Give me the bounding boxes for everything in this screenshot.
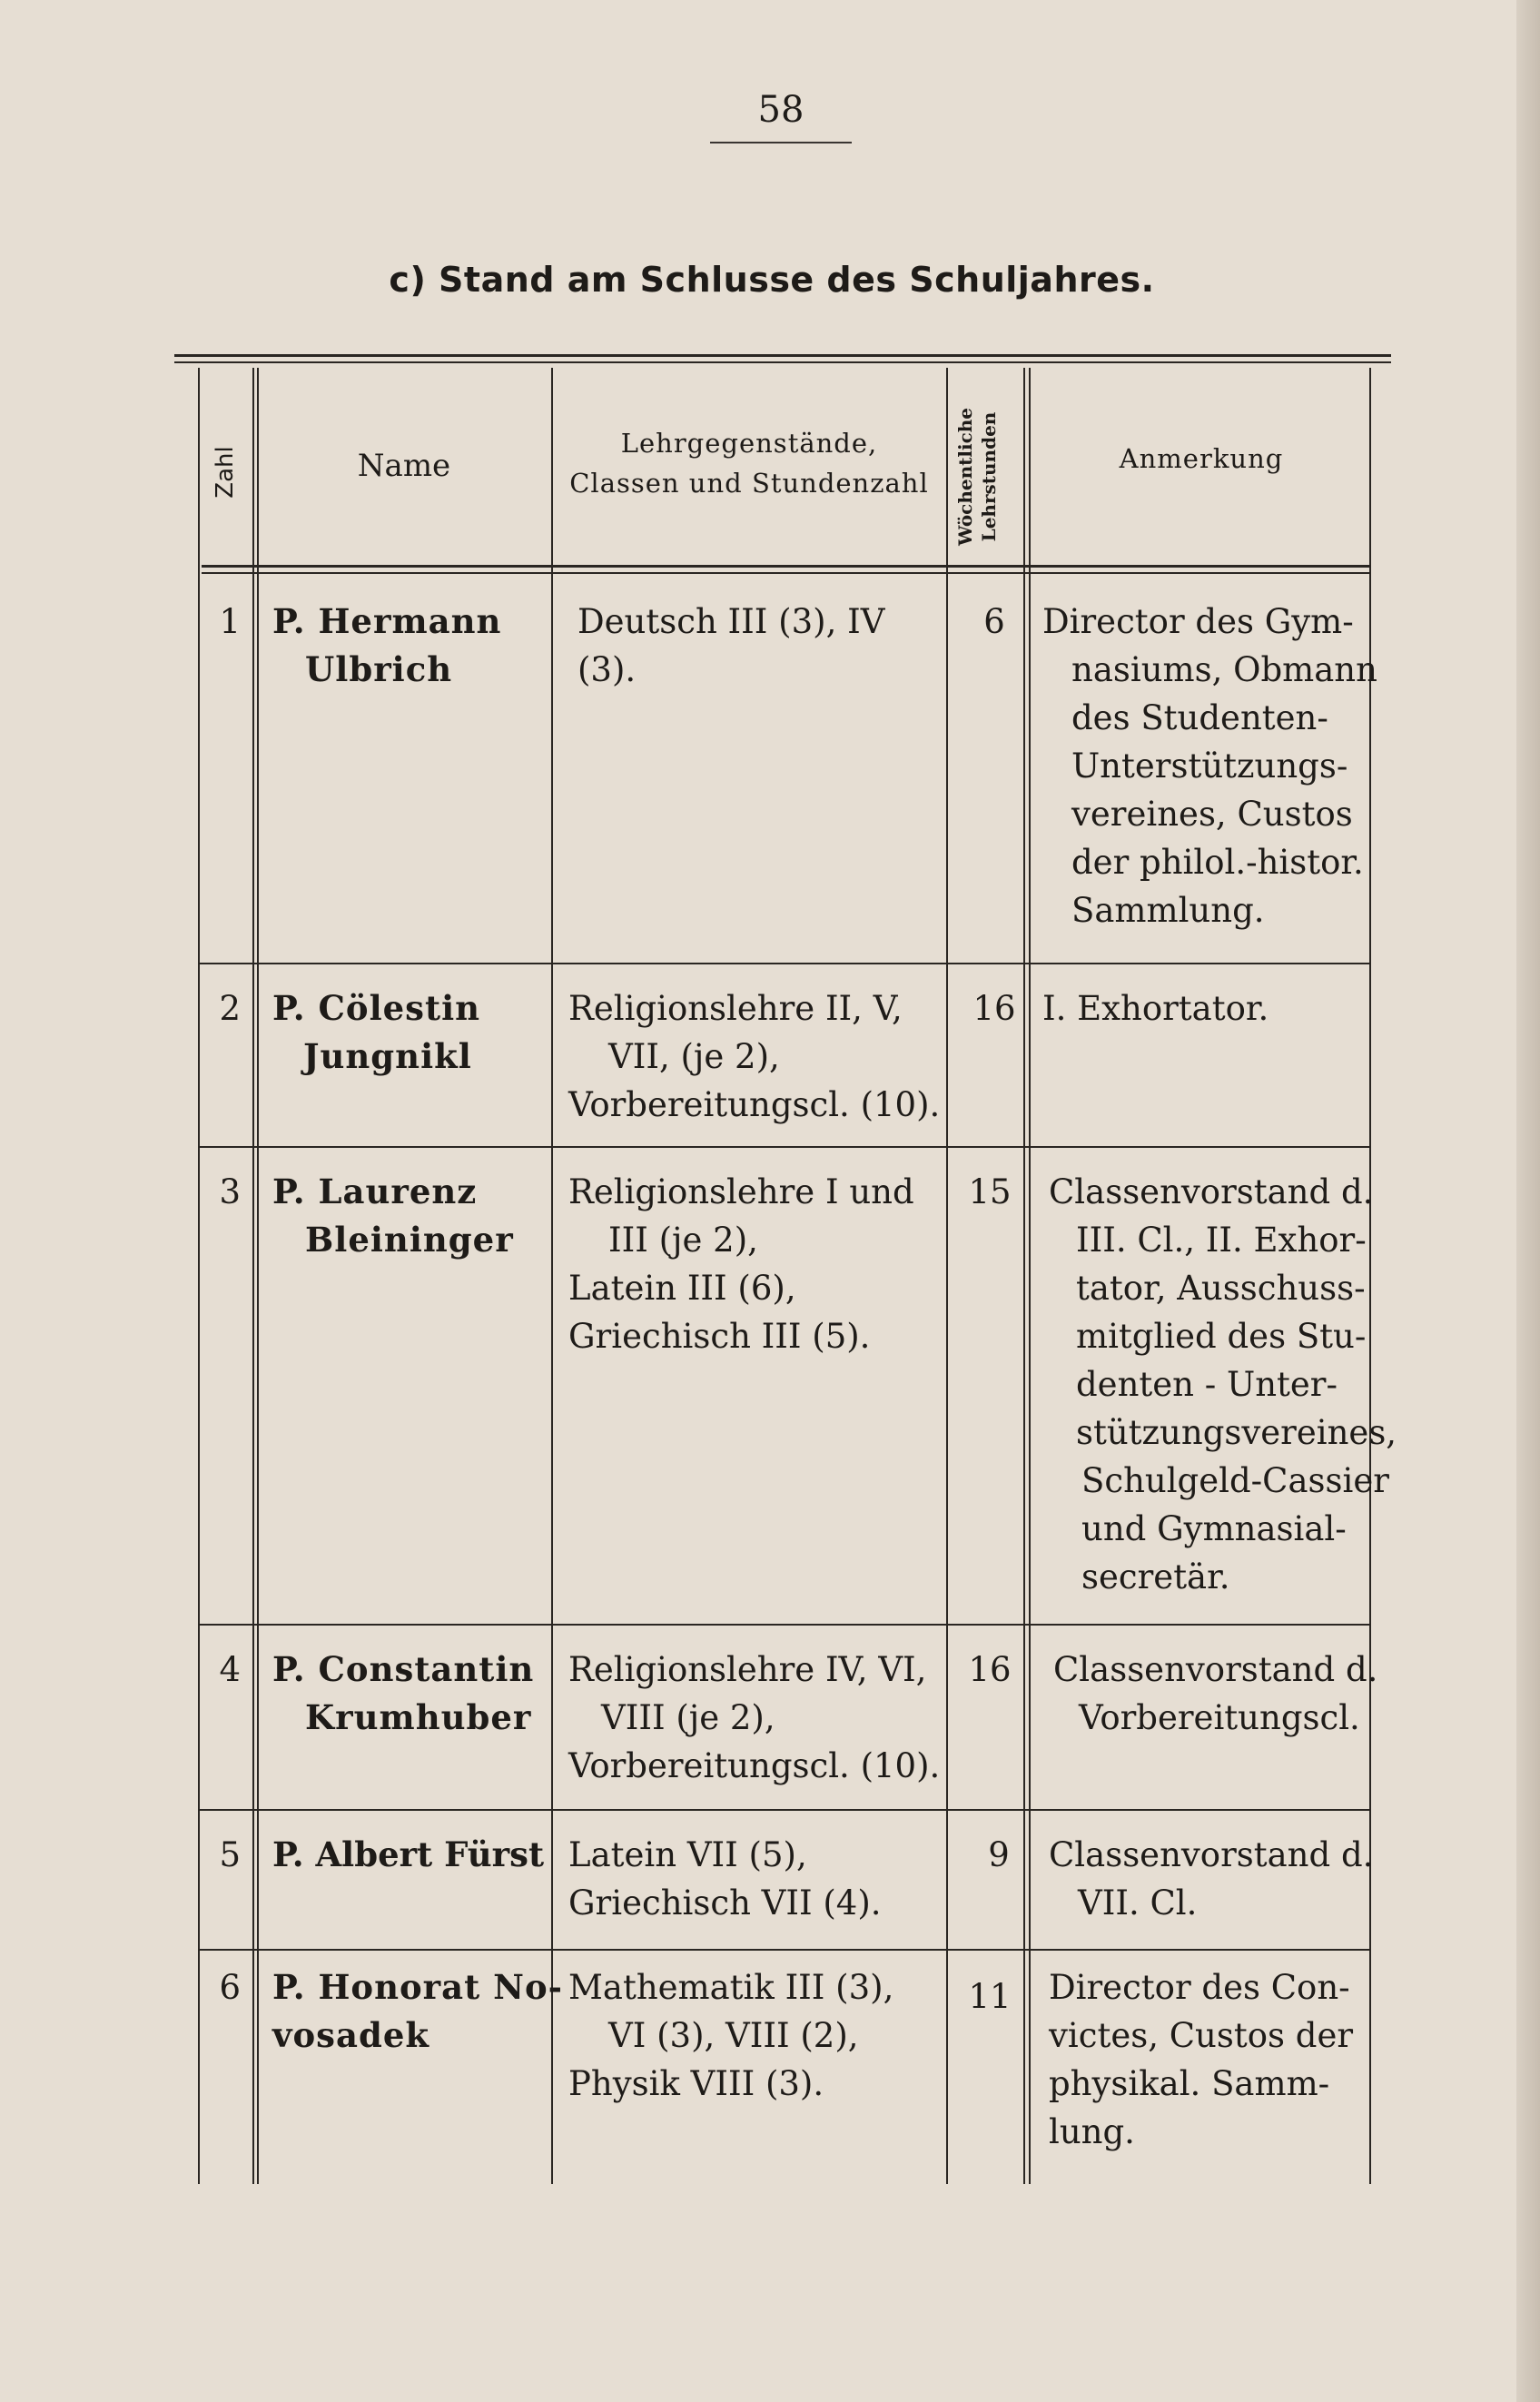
col-line-zahl [252,368,254,2184]
row-number: 6 [219,1968,241,2007]
table-top-rule-thin [174,361,1391,363]
row-number: 1 [219,602,241,641]
table-top-rule [174,354,1391,357]
page-number-rule [710,142,852,143]
notes: I. Exhortator. [1042,989,1269,1028]
col-line-wochen-2 [1029,368,1031,2184]
subjects: Deutsch III (3), IV (3). [578,602,885,689]
header-lehr-line1: Lehrgegenstände, [620,428,878,459]
teacher-name: P. Constantin Krumhuber [272,1649,535,1737]
subjects: Religionslehre IV, VI, VIII (je 2), Vorbereitungscl. (10). [568,1650,941,1785]
notes: Director des Con- victes, Custos der physikal. Samm- lung. [1049,1968,1354,2151]
row-number: 2 [219,989,241,1028]
notes: Classenvorstand d. VII. Cl. [1049,1835,1374,1923]
notes: Classenvorstand d. III. Cl., II. Exhor- tator, Ausschuss- mitglied des Stu- denten - Unter- stützungsvereines, Schulgeld-Cassier und Gymnasial- secretär. [1049,1172,1397,1596]
subjects: Religionslehre II, V, VII, (je 2), Vorbereitungscl. (10). [568,989,941,1124]
weekly-hours: 15 [968,1172,1012,1211]
weekly-hours: 9 [988,1835,1010,1874]
subjects: Latein VII (5), Griechisch VII (4). [568,1835,882,1923]
row-number: 5 [219,1835,241,1874]
section-heading: c) Stand am Schlusse des Schuljahres. [389,260,1155,300]
row-separator [198,1949,1369,1951]
row-separator [198,963,1369,964]
weekly-hours: 11 [968,1977,1012,2016]
col-line-left [198,368,200,2184]
teacher-name: P. Hermann Ulbrich [272,601,502,689]
header-zahl: Zahl [212,446,239,499]
teacher-name: P. Laurenz Bleininger [272,1171,514,1260]
header-wochen-line1: Wöchentliche [954,407,976,547]
teacher-name: P. Honorat No- vosadek [272,1967,563,2055]
header-lehrgegenstaende [554,423,944,503]
teacher-name: P. Albert Fürst [272,1834,545,1874]
notes: Classenvorstand d. Vorbereitungscl. [1053,1650,1378,1737]
col-line-name [551,368,553,2184]
header-anmerkung: Anmerkung [1119,443,1284,474]
row-separator [198,1146,1369,1148]
header-lehr-line2: Classen und Stundenzahl [569,468,929,499]
header-name: Name [357,448,451,484]
row-number: 4 [219,1650,241,1689]
weekly-hours: 6 [983,602,1005,641]
weekly-hours: 16 [968,1650,1012,1689]
row-number: 3 [219,1172,241,1211]
teacher-name: P. Cölestin Jungnikl [272,988,481,1076]
col-line-lehr [946,368,948,2184]
subjects: Religionslehre I und III (je 2), Latein III (6), Griechisch III (5). [568,1172,914,1356]
weekly-hours: 16 [972,989,1016,1028]
header-bottom-rule-thin [202,572,1369,574]
header-wochen-line2: Lehrstunden [978,411,1000,542]
page-edge [1516,0,1540,2402]
col-line-wochen [1023,368,1025,2184]
header-wochenstunden [953,386,1026,568]
row-separator [198,1809,1369,1811]
row-separator [198,1624,1369,1626]
page-number: 58 [757,89,805,131]
header-bottom-rule [202,565,1369,568]
notes: Director des Gym- nasiums, Obmann des Studenten- Unterstützungs- vereines, Custos der philol.-histor. Sammlung. [1042,602,1377,930]
subjects: Mathematik III (3), VI (3), VIII (2), Physik VIII (3). [568,1968,894,2103]
col-line-zahl-2 [257,368,259,2184]
